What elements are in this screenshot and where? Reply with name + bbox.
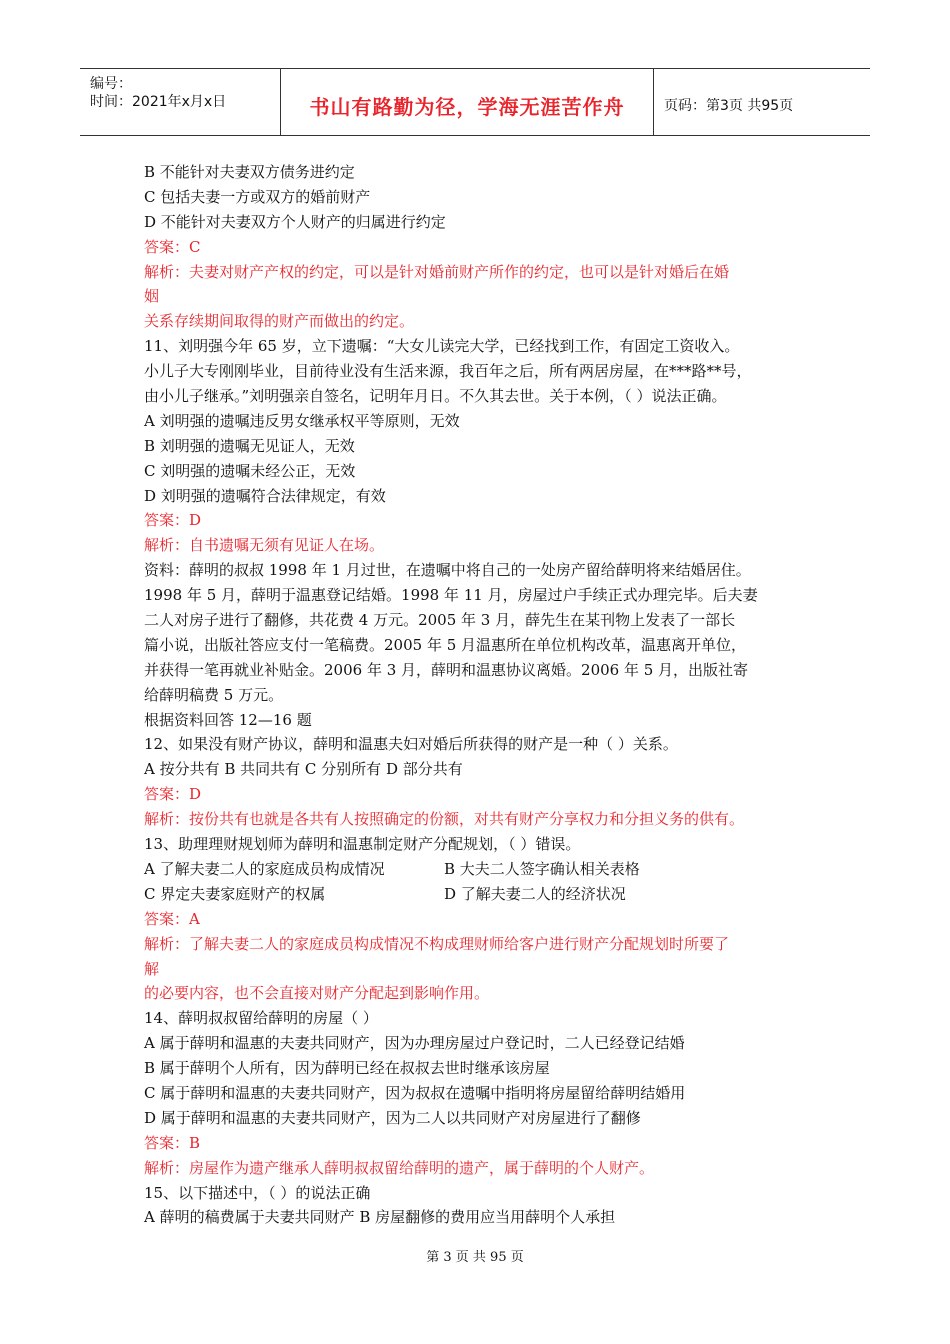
answer-line: 答案：D <box>144 511 202 530</box>
text-line: C 刘明强的遗嘱未经公正，无效 <box>144 461 356 480</box>
answer-line: 的必要内容，也不会直接对财产分配起到影响作用。 <box>144 984 490 1003</box>
answer-line: 解 <box>144 959 160 978</box>
page-footer: 第 3 页 共 95 页 <box>426 1250 524 1265</box>
answer-line: 解析：了解夫妻二人的家庭成员构成情况不构成理财师给客户进行财产分配规划时所要了 <box>144 934 730 953</box>
text-line: D 不能针对夫妻双方个人财产的归属进行约定 <box>144 212 446 231</box>
text-line: B 属于薛明个人所有，因为薛明已经在叔叔去世时继承该房屋 <box>144 1059 550 1078</box>
text-line: A 属于薛明和温惠的夫妻共同财产，因为办理房屋过户登记时，二人已经登记结婚 <box>144 1034 685 1053</box>
answer-line: 答案：D <box>144 785 202 804</box>
header-left-cell <box>80 69 281 135</box>
text-line: 并获得一笔再就业补贴金。2006 年 3 月，薛明和温惠协议离婚。2006 年 5 月，出版社寄 <box>144 660 749 679</box>
option-left: A 了解夫妻二人的家庭成员构成情况 <box>144 859 385 878</box>
text-line: 12、如果没有财产协议，薛明和温惠夫妇对婚后所获得的财产是一种（ ）关系。 <box>144 735 678 754</box>
option-left: C 界定夫妻家庭财产的权属 <box>144 884 326 903</box>
header-motto: 书山有路勤为径，学海无涯苦作舟 <box>309 95 625 119</box>
text-line: A 按分共有 B 共同共有 C 分别所有 D 部分共有 <box>144 760 463 779</box>
answer-line: 答案：C <box>144 237 201 256</box>
text-line: 二人对房子进行了翻修，共花费 4 万元。2005 年 3 月，薛先生在某刊物上发表了一部长 <box>144 611 736 630</box>
text-line: B 不能针对夫妻双方债务进约定 <box>144 163 355 181</box>
text-line: D 刘明强的遗嘱符合法律规定，有效 <box>144 486 386 505</box>
text-line: 篇小说，出版社答应支付一笔稿费。2005 年 5 月温惠所在单位机构改革，温惠离开单位， <box>144 635 747 654</box>
document-body <box>144 160 824 1230</box>
header-page-cell <box>654 69 870 135</box>
answer-line: 解析：房屋作为遗产继承人薛明叔叔留给薛明的遗产，属于薛明的个人财产。 <box>144 1158 655 1177</box>
text-line: 1998 年 5 月，薛明于温惠登记结婚。1998 年 11 月，房屋过户手续正式办理完毕。后夫妻 <box>144 586 758 605</box>
text-line: 小儿子大专刚刚毕业，目前待业没有生活来源，我百年之后，所有两居房屋，在***路**号， <box>144 362 752 381</box>
option-right: D 了解夫妻二人的经济状况 <box>444 884 626 903</box>
text-line: C 属于薛明和温惠的夫妻共同财产，因为叔叔在遗嘱中指明将房屋留给薛明结婚用 <box>144 1083 686 1102</box>
answer-line: 解析：自书遗嘱无须有见证人在场。 <box>144 536 385 555</box>
text-line: 14、薛明叔叔留给薛明的房屋（ ） <box>144 1009 378 1028</box>
date-label: 时间：2021年x月x日 <box>90 94 227 110</box>
text-line: C 包括夫妻一方或双方的婚前财产 <box>144 187 371 206</box>
text-line: B 刘明强的遗嘱无见证人，无效 <box>144 436 355 455</box>
answer-line: 解析：夫妻对财产产权的约定，可以是针对婚前财产所作的约定，也可以是针对婚后在婚 <box>144 262 730 281</box>
text-line: A 刘明强的遗嘱违反男女继承权平等原则，无效 <box>144 411 460 430</box>
text-line: 给薛明稿费 5 万元。 <box>144 685 284 704</box>
text-line: 资料：薛明的叔叔 1998 年 1 月过世，在遗嘱中将自己的一处房产留给薛明将来结婚居住。 <box>144 561 751 580</box>
page-header <box>80 68 870 136</box>
serial-number-label: 编号： <box>90 76 132 92</box>
option-right: B 大夫二人签字确认相关表格 <box>444 859 640 878</box>
text-line <box>144 857 824 882</box>
header-motto-cell <box>281 69 654 135</box>
text-line: A 薛明的稿费属于夫妻共同财产 B 房屋翻修的费用应当用薛明个人承担 <box>144 1208 616 1227</box>
answer-line: 答案：A <box>144 909 200 928</box>
text-line: 根据资料回答 12—16 题 <box>144 710 312 729</box>
answer-line: 答案：B <box>144 1133 201 1152</box>
text-line: 15、以下描述中，（ ）的说法正确 <box>144 1183 371 1202</box>
text-line: D 属于薛明和温惠的夫妻共同财产，因为二人以共同财产对房屋进行了翻修 <box>144 1108 641 1127</box>
text-line: 13、助理理财规划师为薛明和温惠制定财产分配规划，（ ）错误。 <box>144 835 581 854</box>
text-line: 由小儿子继承。”刘明强亲自签名，记明年月日。不久其去世。关于本例，（ ）说法正确。 <box>144 387 727 406</box>
answer-line: 解析：按份共有也就是各共有人按照确定的份额，对共有财产分享权力和分担义务的供有。 <box>144 810 745 829</box>
text-line: 11、刘明强今年 65 岁，立下遗嘱：“大女儿读完大学，已经找到工作，有固定工资收入。 <box>144 337 740 356</box>
answer-line: 姻 <box>144 287 160 306</box>
header-page-info: 页码：第3页 共95页 <box>664 98 794 114</box>
answer-line: 关系存续期间取得的财产而做出的约定。 <box>144 312 415 331</box>
text-line <box>144 882 824 907</box>
